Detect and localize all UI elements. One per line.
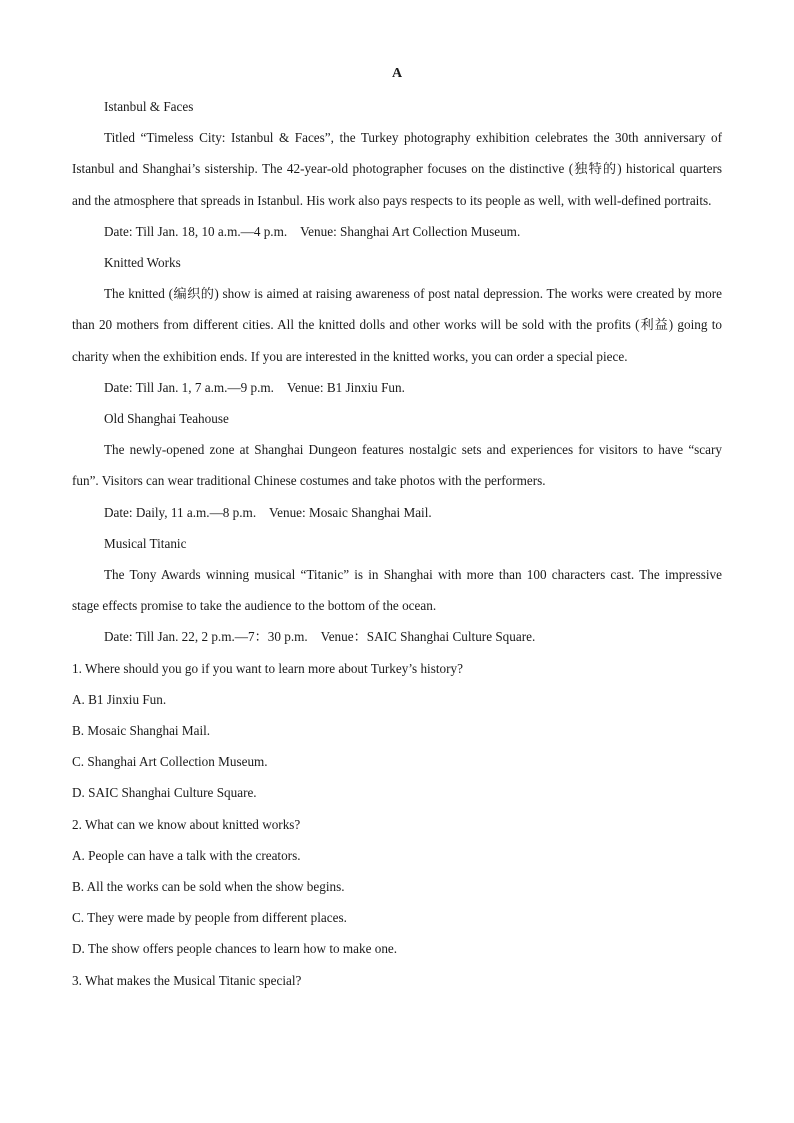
answer-option: D. SAIC Shanghai Culture Square. bbox=[72, 785, 257, 801]
questions bbox=[72, 653, 722, 996]
item-info: Date: Daily, 11 a.m.—8 p.m. Venue: Mosaic Shanghai Mail. bbox=[104, 504, 432, 520]
answer-option: B. All the works can be sold when the show begins. bbox=[72, 879, 345, 895]
item-info: Date: Till Jan. 18, 10 a.m.—4 p.m. Venue: Shanghai Art Collection Museum. bbox=[104, 223, 521, 239]
item-heading: Knitted Works bbox=[104, 255, 181, 271]
question-stem: 1. Where should you go if you want to learn more about Turkey’s history? bbox=[72, 660, 463, 676]
item-body: The knitted (编织的) show is aimed at raising awareness of post natal depression. The works were created by more than 20 mothers from different cities. All the knitted dolls and other works will be sold with the profits (利益) going to charity when the exhibition ends. If you are interested in the knitted works, you can order a special piece. bbox=[72, 286, 722, 364]
item-heading: Musical Titanic bbox=[104, 535, 187, 551]
answer-option: C. Shanghai Art Collection Museum. bbox=[72, 754, 268, 770]
answer-option: A. People can have a talk with the creators. bbox=[72, 847, 301, 863]
item-info: Date: Till Jan. 1, 7 a.m.—9 p.m. Venue: B1 Jinxiu Fun. bbox=[104, 379, 405, 395]
answer-option: D. The show offers people chances to learn how to make one. bbox=[72, 941, 398, 957]
item-info: Date: Till Jan. 22, 2 p.m.—7：30 p.m. Venue：SAIC Shanghai Culture Square. bbox=[104, 629, 536, 645]
answer-option: A. B1 Jinxiu Fun. bbox=[72, 691, 167, 707]
question-stem: 3. What makes the Musical Titanic special? bbox=[72, 972, 302, 988]
section-title: A bbox=[391, 66, 403, 81]
question-stem: 2. What can we know about knitted works? bbox=[72, 816, 301, 832]
passage bbox=[72, 91, 722, 653]
item-heading: Istanbul & Faces bbox=[104, 99, 194, 114]
item-body: The Tony Awards winning musical “Titanic” is in Shanghai with more than 100 characters cast. The impressive stage effects promise to take the audience to the bottom of the ocean. bbox=[72, 567, 722, 614]
answer-option: C. They were made by people from different places. bbox=[72, 910, 347, 926]
item-body: Titled “Timeless City: Istanbul & Faces”, the Turkey photography exhibition celebrates the 30th anniversary of Istanbul and Shanghai’s sistership. The 42-year-old photographer focuses on the distinctive (独特的) historical quarters and the atmosphere that spreads in Istanbul. His work also pays respects to its people as well, with well-defined portraits. bbox=[72, 130, 722, 208]
item-heading: Old Shanghai Teahouse bbox=[104, 411, 229, 427]
item-body: The newly-opened zone at Shanghai Dungeon features nostalgic sets and experiences for visitors to have “scary fun”. Visitors can wear traditional Chinese costumes and take photos with the performers. bbox=[72, 442, 722, 489]
answer-option: B. Mosaic Shanghai Mail. bbox=[72, 723, 211, 739]
